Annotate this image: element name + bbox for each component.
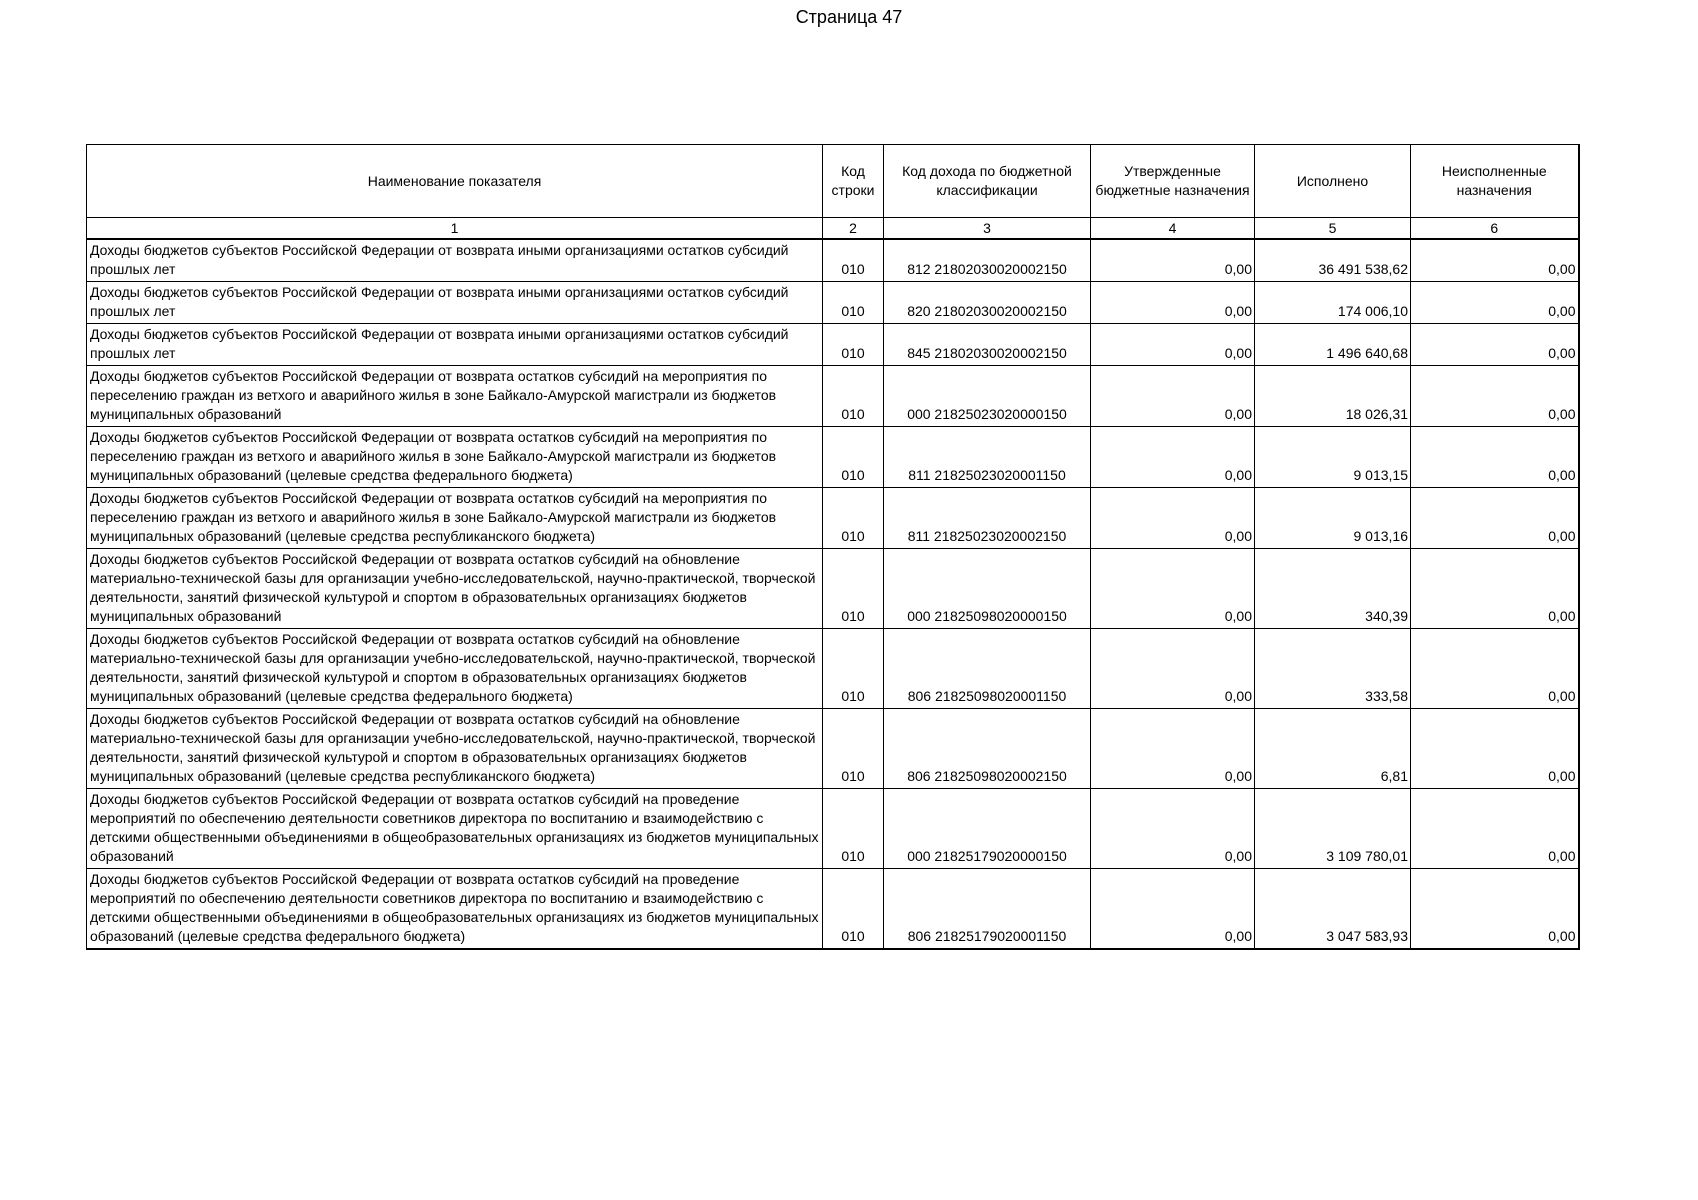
table-row (87, 488, 1579, 549)
table-row (87, 324, 1579, 366)
approved-amount: 0,00 (1091, 629, 1255, 709)
approved-amount: 0,00 (1091, 549, 1255, 629)
unexecuted-amount: 0,00 (1411, 789, 1579, 869)
table-row (87, 282, 1579, 324)
income-code: 811 21825023020002150 (884, 488, 1091, 549)
line-code: 010 (823, 324, 884, 366)
indicator-name: Доходы бюджетов субъектов Российской Федерации от возврата остатков субсидий на обновление материально-технической базы для организации учебно-исследовательской, научно-практической, творческой деятельности, занятий физической культурой и спортом в образовательных организациях бюджетов муниципальных образований (87, 549, 823, 629)
income-code: 806 21825179020001150 (884, 869, 1091, 950)
column-number: 2 (823, 218, 884, 240)
table-header-row (87, 145, 1579, 218)
executed-amount: 9 013,16 (1255, 488, 1411, 549)
indicator-name: Доходы бюджетов субъектов Российской Федерации от возврата иными организациями остатков субсидий прошлых лет (87, 282, 823, 324)
column-number-row (87, 218, 1579, 240)
line-code: 010 (823, 239, 884, 282)
line-code: 010 (823, 427, 884, 488)
unexecuted-amount: 0,00 (1411, 869, 1579, 950)
income-code: 806 21825098020001150 (884, 629, 1091, 709)
income-code: 806 21825098020002150 (884, 709, 1091, 789)
line-code: 010 (823, 869, 884, 950)
indicator-name: Доходы бюджетов субъектов Российской Федерации от возврата остатков субсидий на обновление материально-технической базы для организации учебно-исследовательской, научно-практической, творческой деятельности, занятий физической культурой и спортом в образовательных организациях бюджетов муниципальных образований (целевые средства республиканского бюджета) (87, 709, 823, 789)
executed-amount: 340,39 (1255, 549, 1411, 629)
income-code: 845 21802030020002150 (884, 324, 1091, 366)
income-code: 820 21802030020002150 (884, 282, 1091, 324)
indicator-name: Доходы бюджетов субъектов Российской Федерации от возврата остатков субсидий на мероприятия по переселению граждан из ветхого и аварийного жилья в зоне Байкало-Амурской магистрали из бюджетов муниципальных образований (целевые средства федерального бюджета) (87, 427, 823, 488)
line-code: 010 (823, 629, 884, 709)
income-code: 000 21825179020000150 (884, 789, 1091, 869)
column-header-name: Наименование показателя (87, 145, 823, 218)
line-code: 010 (823, 366, 884, 427)
table-row (87, 789, 1579, 869)
budget-income-table (86, 144, 1580, 950)
indicator-name: Доходы бюджетов субъектов Российской Федерации от возврата иными организациями остатков субсидий прошлых лет (87, 324, 823, 366)
indicator-name: Доходы бюджетов субъектов Российской Федерации от возврата остатков субсидий на мероприятия по переселению граждан из ветхого и аварийного жилья в зоне Байкало-Амурской магистрали из бюджетов муниципальных образований (целевые средства республиканского бюджета) (87, 488, 823, 549)
column-header-approved: Утвержденные бюджетные назначения (1091, 145, 1255, 218)
column-number: 3 (884, 218, 1091, 240)
column-number: 1 (87, 218, 823, 240)
indicator-name: Доходы бюджетов субъектов Российской Федерации от возврата остатков субсидий на проведение мероприятий по обеспечению деятельности советников директора по воспитанию и взаимодействию с детскими общественными объединениями в общеобразовательных организациях из бюджетов муниципальных образований (87, 789, 823, 869)
line-code: 010 (823, 549, 884, 629)
approved-amount: 0,00 (1091, 282, 1255, 324)
unexecuted-amount: 0,00 (1411, 324, 1579, 366)
page-number-header: Страница 47 (795, 7, 903, 27)
executed-amount: 36 491 538,62 (1255, 239, 1411, 282)
indicator-name: Доходы бюджетов субъектов Российской Федерации от возврата остатков субсидий на проведение мероприятий по обеспечению деятельности советников директора по воспитанию и взаимодействию с детскими общественными объединениями в общеобразовательных организациях из бюджетов муниципальных образований (целевые средства федерального бюджета) (87, 869, 823, 950)
table-row (87, 427, 1579, 488)
column-header-unexecuted: Неисполненные назначения (1411, 145, 1579, 218)
table-row (87, 366, 1579, 427)
unexecuted-amount: 0,00 (1411, 366, 1579, 427)
unexecuted-amount: 0,00 (1411, 427, 1579, 488)
approved-amount: 0,00 (1091, 789, 1255, 869)
approved-amount: 0,00 (1091, 709, 1255, 789)
executed-amount: 1 496 640,68 (1255, 324, 1411, 366)
table-row (87, 549, 1579, 629)
column-number: 5 (1255, 218, 1411, 240)
column-header-income-code: Код дохода по бюджетной классификации (884, 145, 1091, 218)
income-code: 812 21802030020002150 (884, 239, 1091, 282)
line-code: 010 (823, 488, 884, 549)
executed-amount: 174 006,10 (1255, 282, 1411, 324)
line-code: 010 (823, 282, 884, 324)
executed-amount: 3 047 583,93 (1255, 869, 1411, 950)
approved-amount: 0,00 (1091, 366, 1255, 427)
approved-amount: 0,00 (1091, 869, 1255, 950)
approved-amount: 0,00 (1091, 239, 1255, 282)
indicator-name: Доходы бюджетов субъектов Российской Федерации от возврата иными организациями остатков субсидий прошлых лет (87, 239, 823, 282)
executed-amount: 9 013,15 (1255, 427, 1411, 488)
column-number: 4 (1091, 218, 1255, 240)
unexecuted-amount: 0,00 (1411, 239, 1579, 282)
table-row (87, 629, 1579, 709)
line-code: 010 (823, 709, 884, 789)
table-row (87, 239, 1579, 282)
unexecuted-amount: 0,00 (1411, 709, 1579, 789)
unexecuted-amount: 0,00 (1411, 488, 1579, 549)
table-row (87, 709, 1579, 789)
approved-amount: 0,00 (1091, 488, 1255, 549)
income-code: 000 21825023020000150 (884, 366, 1091, 427)
income-code: 811 21825023020001150 (884, 427, 1091, 488)
indicator-name: Доходы бюджетов субъектов Российской Федерации от возврата остатков субсидий на обновление материально-технической базы для организации учебно-исследовательской, научно-практической, творческой деятельности, занятий физической культурой и спортом в образовательных организациях бюджетов муниципальных образований (целевые средства федерального бюджета) (87, 629, 823, 709)
indicator-name: Доходы бюджетов субъектов Российской Федерации от возврата остатков субсидий на мероприятия по переселению граждан из ветхого и аварийного жилья в зоне Байкало-Амурской магистрали из бюджетов муниципальных образований (87, 366, 823, 427)
executed-amount: 18 026,31 (1255, 366, 1411, 427)
executed-amount: 3 109 780,01 (1255, 789, 1411, 869)
executed-amount: 333,58 (1255, 629, 1411, 709)
unexecuted-amount: 0,00 (1411, 549, 1579, 629)
income-code: 000 21825098020000150 (884, 549, 1091, 629)
line-code: 010 (823, 789, 884, 869)
column-header-executed: Исполнено (1255, 145, 1411, 218)
executed-amount: 6,81 (1255, 709, 1411, 789)
column-number: 6 (1411, 218, 1579, 240)
column-header-line-code: Код строки (823, 145, 884, 218)
unexecuted-amount: 0,00 (1411, 629, 1579, 709)
approved-amount: 0,00 (1091, 427, 1255, 488)
table-row (87, 869, 1579, 950)
unexecuted-amount: 0,00 (1411, 282, 1579, 324)
approved-amount: 0,00 (1091, 324, 1255, 366)
